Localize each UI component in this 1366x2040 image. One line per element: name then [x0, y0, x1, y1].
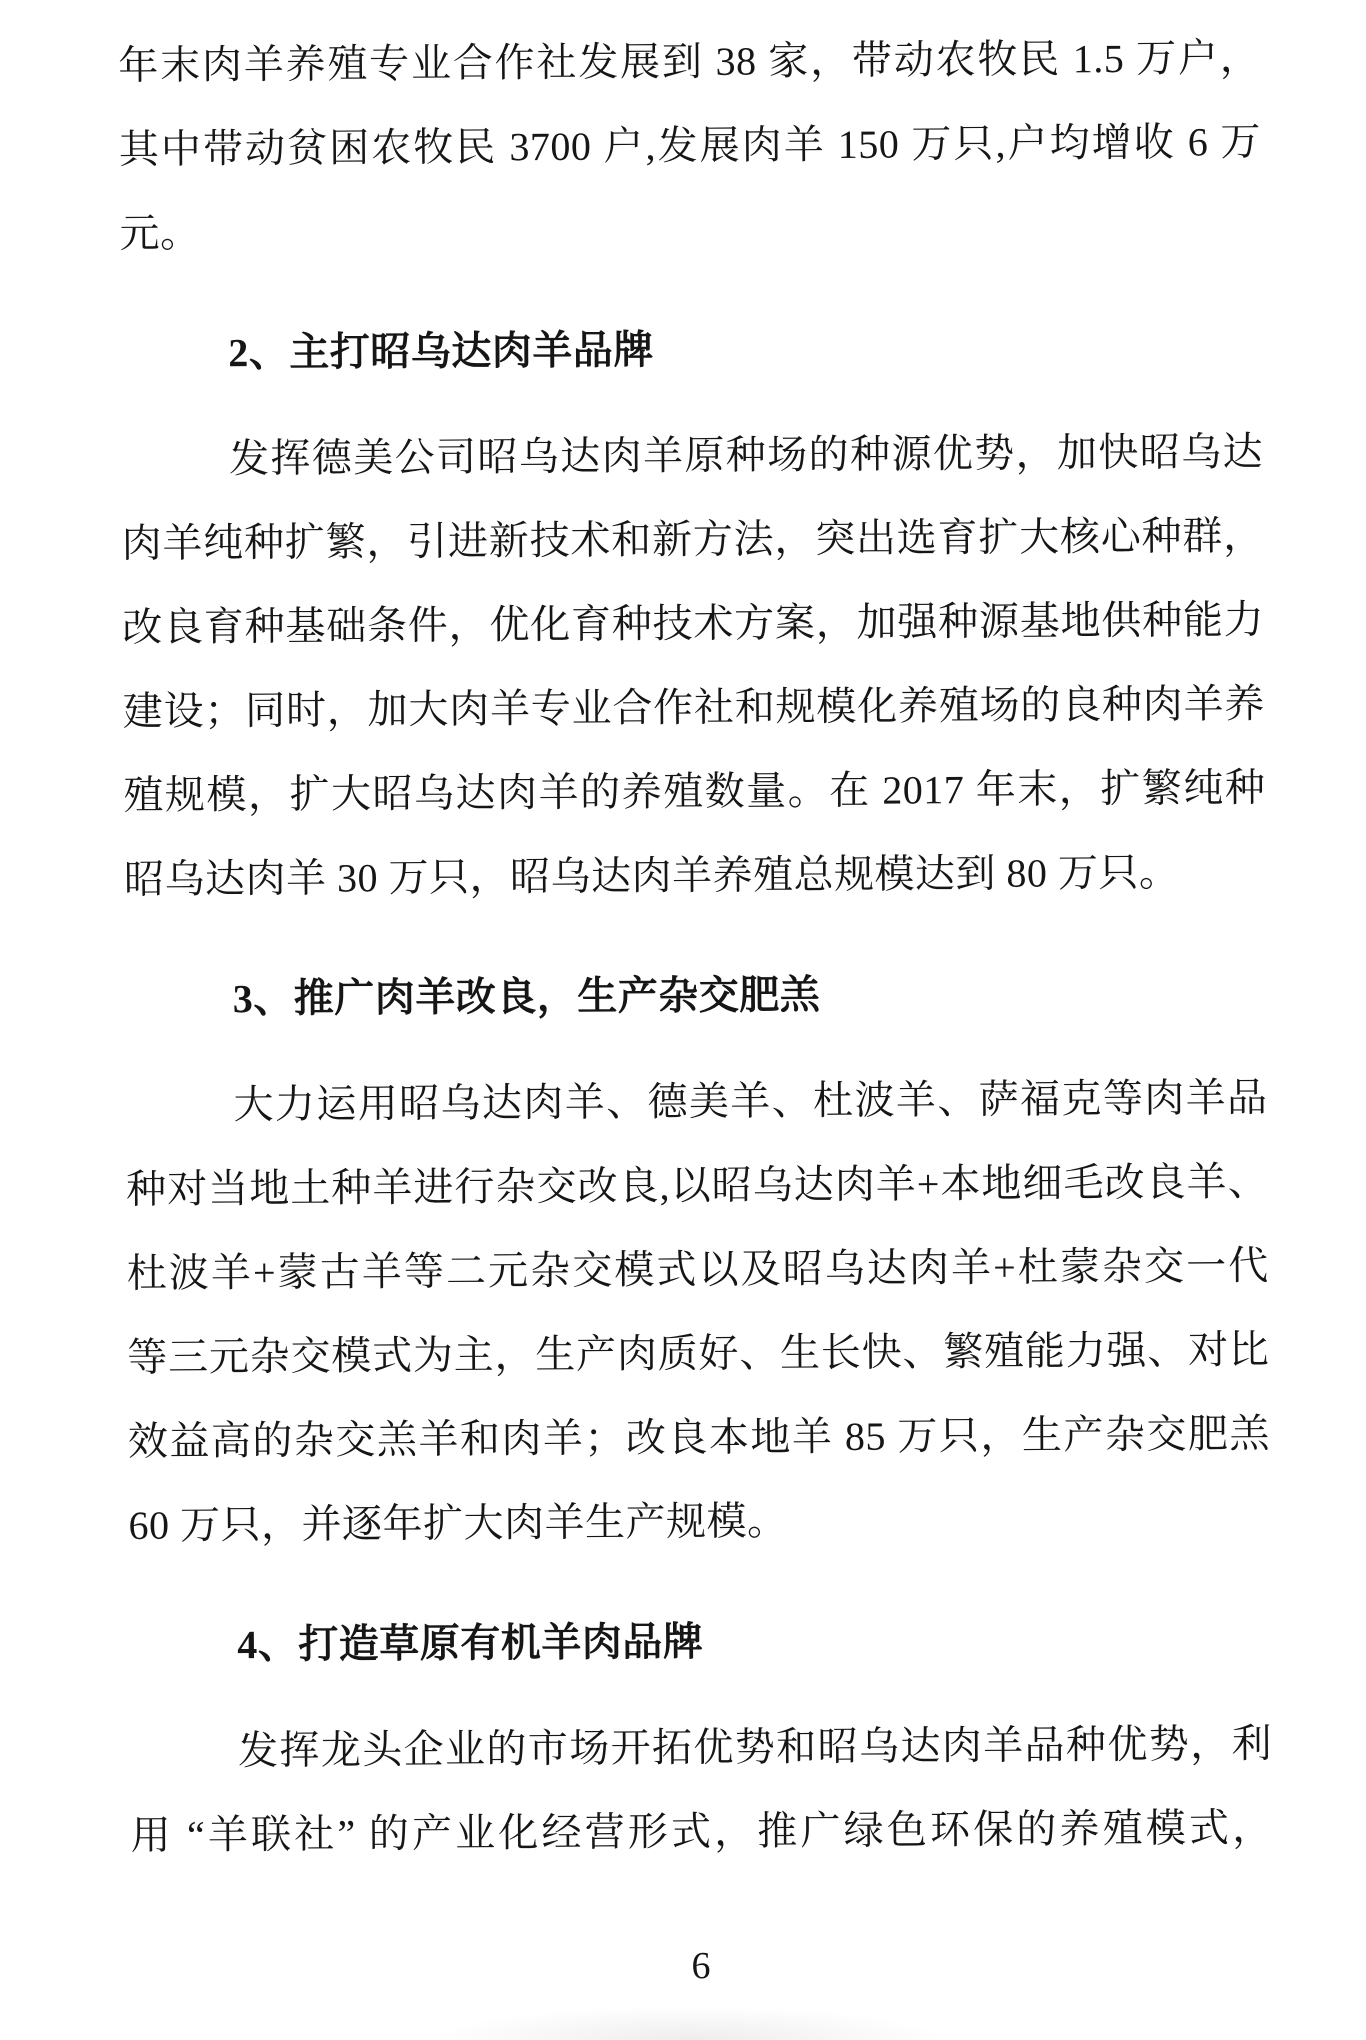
text-line: 发挥德美公司昭乌达肉羊原种场的种源优势，加快昭乌达: [228, 429, 1264, 482]
text-line: 等三元杂交模式为主，生产肉质好、生长快、繁殖能力强、对比: [127, 1326, 1270, 1380]
scan-smudge-artifact: [430, 2006, 950, 2040]
text-line: 种对当地土种羊进行杂交改良,以昭乌达肉羊+本地细毛改良羊、: [125, 1158, 1269, 1212]
page-number-value: 6: [691, 1945, 711, 1987]
page-number: [18, 1942, 1366, 1990]
text-line: 年末肉羊养殖专业合作社发展到 38 家，带动农牧民 1.5 万户，: [118, 35, 1261, 88]
section-heading: 3、推广肉羊改良，生产杂交肥羔: [232, 972, 821, 1022]
text-line: 昭乌达肉羊 30 万只，昭乌达肉羊养殖总规模达到 80 万只。: [123, 849, 1180, 902]
text-line: 杜波羊+蒙古羊等二元杂交模式以及昭乌达肉羊+杜蒙杂交一代: [126, 1242, 1269, 1296]
text-line: 殖规模，扩大昭乌达肉羊的养殖数量。在 2017 年末，扩繁纯种: [123, 764, 1266, 818]
text-line: 发挥龙头企业的市场开拓优势和昭乌达肉羊品种优势，利: [237, 1720, 1273, 1774]
text-line: 肉羊纯种扩繁，引进新技术和新方法，突出选育扩大核心种群，: [121, 513, 1264, 566]
document-content: [118, 16, 1273, 1878]
text-line: 60 万只，并逐年扩大肉羊生产规模。: [128, 1498, 788, 1548]
text-line: 改良育种基础条件，优化育种技术方案，加强种源基地供种能力: [122, 596, 1265, 650]
text-line: 效益高的杂交羔羊和肉羊；改良本地羊 85 万只，生产杂交肥羔: [127, 1410, 1271, 1464]
text-line: 大力运用昭乌达肉羊、德美羊、杜波羊、萨福克等肉羊品: [233, 1074, 1268, 1128]
text-line: 元。: [119, 210, 201, 256]
text-line: 用 “羊联社” 的产业化经营形式，推广绿色环保的养殖模式，: [130, 1804, 1273, 1858]
text-line: 其中带动贫困农牧民 3700 户,发展肉羊 150 万只,户均增收 6 万: [118, 119, 1262, 172]
text-line: 建设；同时，加大肉羊专业合作社和规模化养殖场的良种肉羊养: [122, 680, 1265, 734]
section-heading: 4、打造草原有机羊肉品牌: [237, 1618, 704, 1668]
section-heading: 2、主打昭乌达肉羊品牌: [228, 327, 654, 376]
